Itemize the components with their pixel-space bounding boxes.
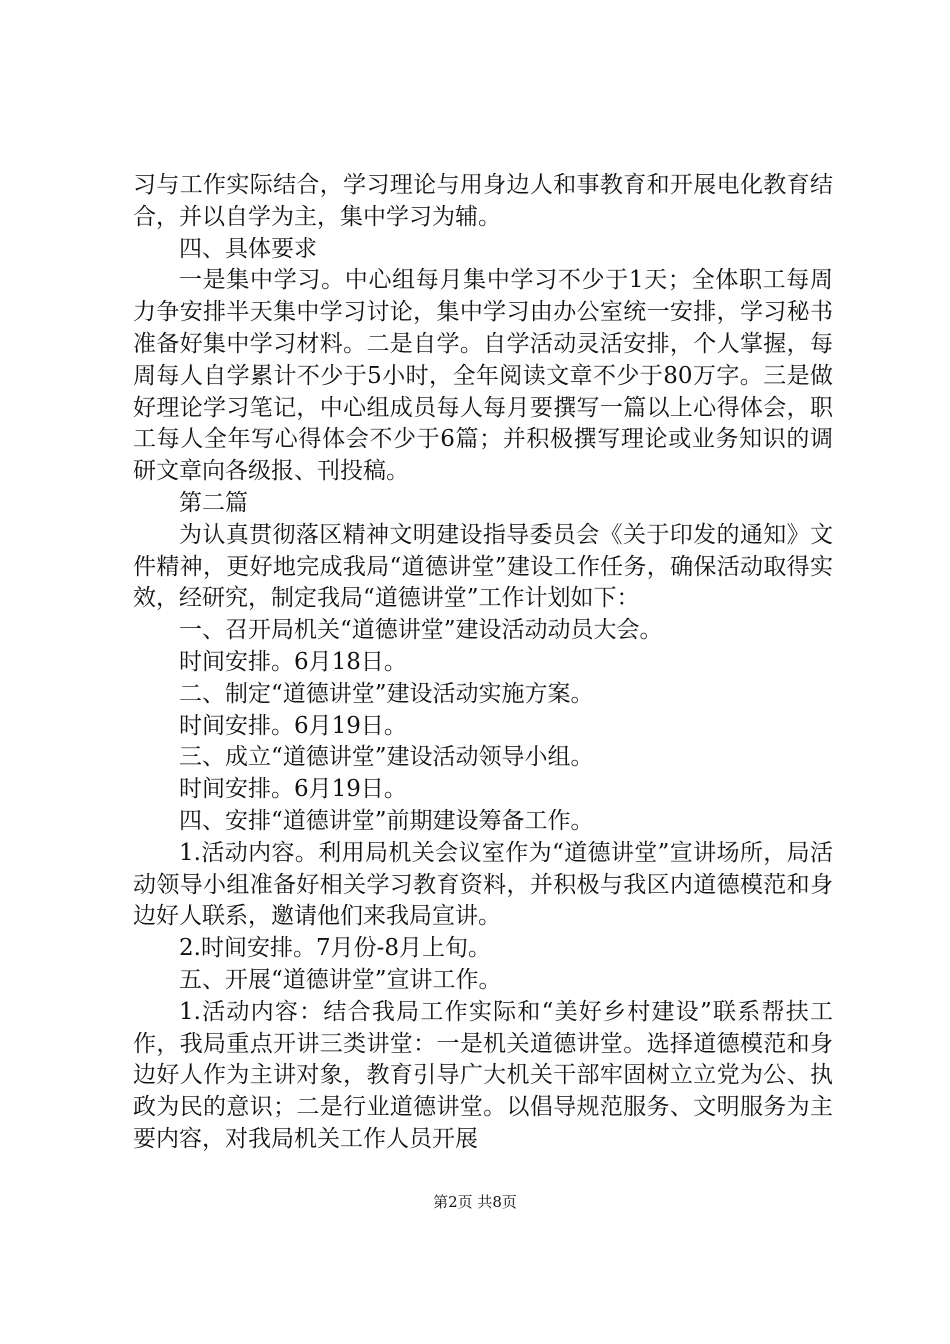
paragraph: 习与工作实际结合，学习理论与用身边人和事教育和开展电化教育结合，并以自学为主，集中学习为辅。: [133, 172, 833, 230]
schedule-line: 时间安排。6月19日。: [179, 776, 407, 803]
section-heading: 二、制定“道德讲堂”建设活动实施方案。: [179, 680, 594, 707]
paragraph: 为认真贯彻落区精神文明建设指导委员会《关于印发的通知》文件精神，更好地完成我局“道德讲堂”建设工作任务，确保活动取得实效，经研究，制定我局“道德讲堂”工作计划如下：: [133, 521, 833, 612]
document-body: [133, 170, 833, 1156]
schedule-line: 2.时间安排。7月份-8月上旬。: [179, 935, 491, 962]
section-heading: 一、召开局机关“道德讲堂”建设活动动员大会。: [179, 617, 663, 644]
schedule-line: 时间安排。6月19日。: [179, 712, 407, 739]
paragraph: 1.活动内容：结合我局工作实际和“美好乡村建设”联系帮扶工作，我局重点开讲三类讲堂：一是机关道德讲堂。选择道德模范和身边好人作为主讲对象，教育引导广大机关干部牢固树立立党为公、执政为民的意识；二是行业道德讲堂。以倡导规范服务、文明服务为主要内容，对我局机关工作人员开展: [133, 998, 833, 1152]
schedule-line: 时间安排。6月18日。: [179, 648, 407, 675]
section-heading: 四、安排“道德讲堂”前期建设筹备工作。: [179, 807, 594, 834]
section-heading: 四、具体要求: [179, 235, 317, 262]
paragraph: 一是集中学习。中心组每月集中学习不少于1天；全体职工每周力争安排半天集中学习讨论，集中学习由办公室统一安排，学习秘书准备好集中学习材料。二是自学。自学活动灵活安排，个人掌握，每周每人自学累计不少于5小时，全年阅读文章不少于80万字。三是做好理论学习笔记，中心组成员每人每月要撰写一篇以上心得体会，职工每人全年写心得体会不少于6篇；并积极撰写理论或业务知识的调研文章向各级报、刊投稿。: [133, 267, 833, 485]
chapter-heading: 第二篇: [179, 489, 248, 516]
section-heading: 三、成立“道德讲堂”建设活动领导小组。: [179, 744, 594, 771]
page-number-footer: 第2页 共8页: [433, 1193, 517, 1211]
paragraph: 1.活动内容。利用局机关会议室作为“道德讲堂”宣讲场所，局活动领导小组准备好相关学习教育资料，并积极与我区内道德模范和身边好人联系，邀请他们来我局宣讲。: [133, 839, 833, 930]
section-heading: 五、开展“道德讲堂”宣讲工作。: [179, 966, 502, 993]
